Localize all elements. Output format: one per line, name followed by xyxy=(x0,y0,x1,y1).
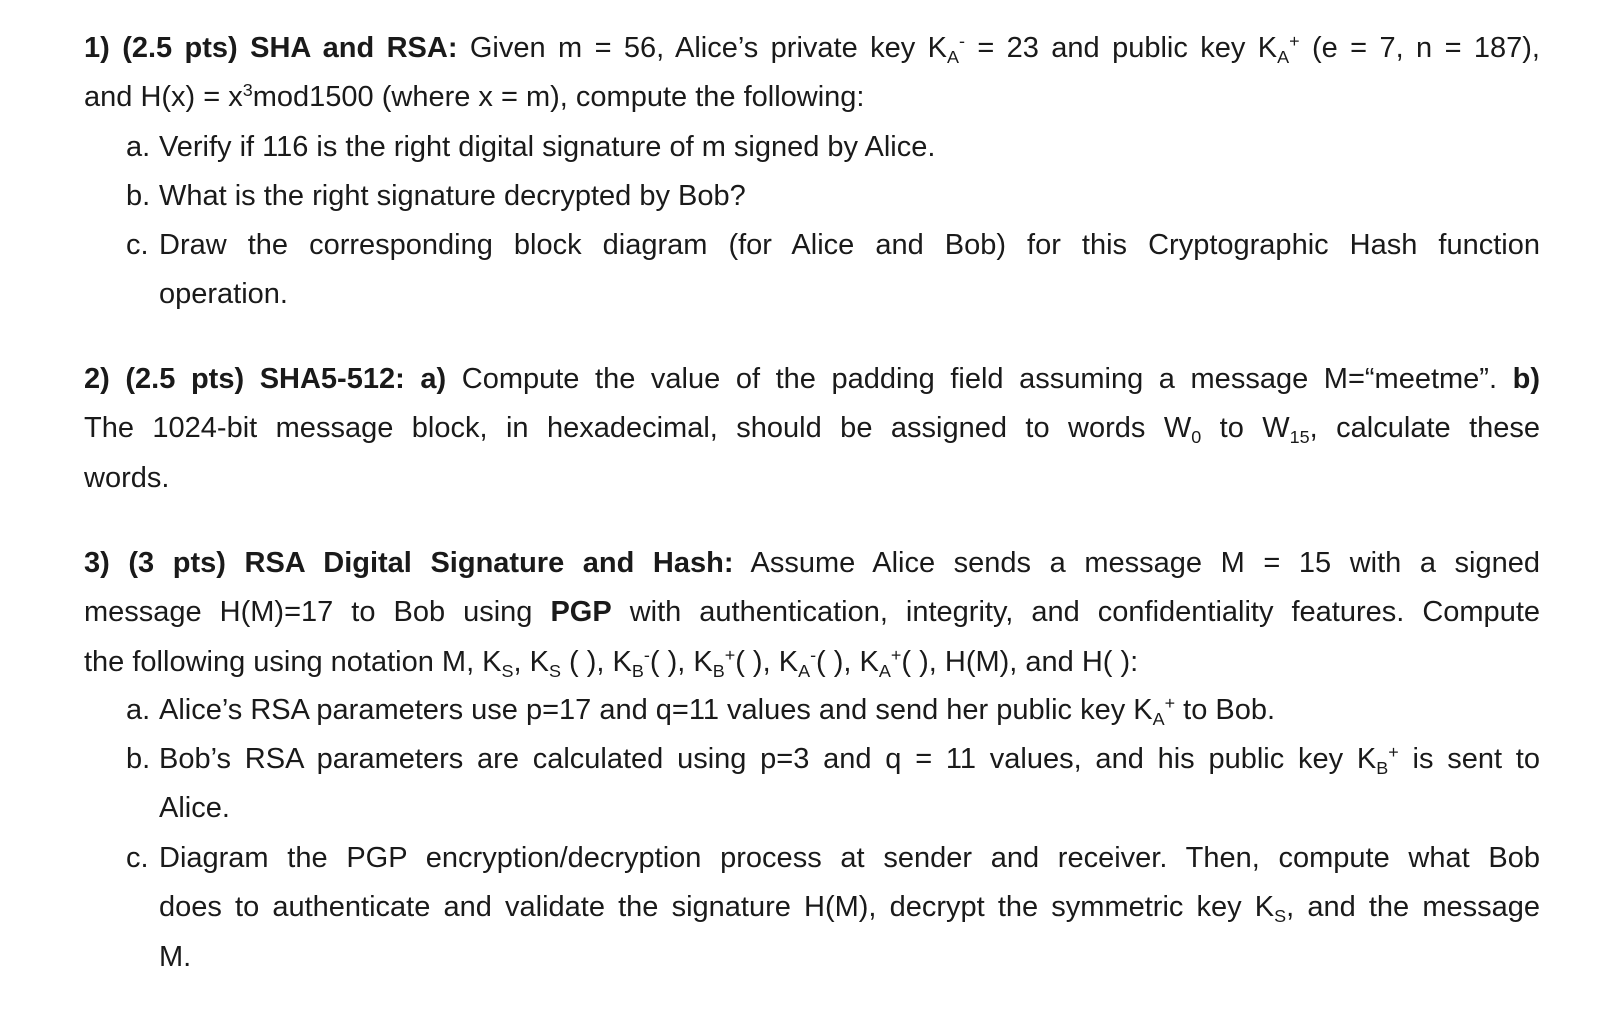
question-3-line-2 xyxy=(84,588,1540,637)
question-1c-line-2 xyxy=(126,270,1540,319)
q1-text: (e = 7, n = 187), xyxy=(1299,32,1540,64)
question-1a-text: Verify if 116 is the right digital signature of m signed by Alice. xyxy=(159,131,936,163)
subscript: B xyxy=(1376,757,1389,778)
q3-text: ( ), H(M), and H( ): xyxy=(901,645,1139,678)
question-1c-text: Draw the corresponding block diagram (for Alice and Bob) for this Cryptographic Hash function xyxy=(159,229,1540,261)
q3-text: the following using notation M, K xyxy=(84,645,502,678)
list-marker: a. xyxy=(126,694,151,726)
q1-text: Given m = 56, Alice’s private key K xyxy=(457,32,947,64)
question-3c-text: does to authenticate and validate the signature H(M), decrypt the symmetric key K xyxy=(159,891,1275,924)
list-marker: c. xyxy=(126,842,149,874)
q3-text: ( ), K xyxy=(561,645,632,678)
question-1-points: (2.5 pts) xyxy=(122,32,238,64)
question-1c-line-1 xyxy=(126,221,1540,270)
q3-text: Assume Alice sends a message M = 15 with a signed xyxy=(733,547,1541,579)
question-3c-text: Diagram the PGP encryption/decryption process at sender and receiver. Then, compute what Bob xyxy=(159,842,1540,874)
part-label: a) xyxy=(420,363,447,395)
question-2-stem xyxy=(84,355,1540,503)
list-marker: b. xyxy=(126,743,151,775)
q2-text: Compute the value of the padding field assuming a message M=“meetme”. xyxy=(446,363,1498,395)
question-1-line-1 xyxy=(84,24,1540,73)
question-3-line-1 xyxy=(84,539,1540,588)
superscript: + xyxy=(1388,742,1399,763)
subscript: A xyxy=(798,660,811,681)
question-3-points: (3 pts) xyxy=(128,547,226,579)
question-3b-line-1 xyxy=(126,735,1540,784)
q2-text: , calculate these xyxy=(1309,412,1541,445)
superscript: 3 xyxy=(242,80,253,101)
question-3c-line-2 xyxy=(126,883,1540,932)
question-3c-line-3 xyxy=(126,933,1540,982)
subscript: A xyxy=(878,660,891,681)
question-3-line-3 xyxy=(84,638,1540,687)
question-3b-text: Bob’s RSA parameters are calculated using p=3 and q = 11 values, and his public key K xyxy=(159,743,1377,775)
question-3-number: 3) xyxy=(84,547,110,579)
superscript: - xyxy=(958,31,965,52)
question-3c xyxy=(126,834,1540,982)
question-3c-text: , and the message xyxy=(1286,891,1540,924)
q1-text: mod1500 (where x = m), compute the following: xyxy=(252,81,865,114)
subscript: S xyxy=(1274,906,1287,927)
superscript: - xyxy=(643,644,650,665)
question-1c-text: operation. xyxy=(159,278,288,311)
question-1a xyxy=(126,123,1540,172)
question-2-title: SHA5-512: xyxy=(259,363,405,395)
superscript: - xyxy=(810,644,817,665)
question-1c xyxy=(126,221,1540,320)
q3-text: ( ), K xyxy=(816,645,879,678)
q3-text: with authentication, integrity, and confidentiality features. Compute xyxy=(611,596,1541,629)
q1-text: = 23 and public key K xyxy=(964,32,1278,64)
question-3b-text: Alice. xyxy=(159,792,230,825)
q3-text: message H(M)=17 to Bob using xyxy=(84,596,551,629)
part-label: b) xyxy=(1512,363,1540,395)
subscript: S xyxy=(501,660,514,681)
question-3a-text: to Bob. xyxy=(1175,694,1276,726)
question-1-title: SHA and RSA: xyxy=(250,32,458,64)
subscript: A xyxy=(946,46,959,67)
question-1b-text: What is the right signature decrypted by Bob? xyxy=(159,180,746,212)
question-3-stem xyxy=(84,539,1540,687)
list-marker: c. xyxy=(126,229,149,261)
list-marker: b. xyxy=(126,180,151,212)
subscript: S xyxy=(549,660,561,681)
question-3a xyxy=(126,686,1540,735)
question-3a-text: Alice’s RSA parameters use p=17 and q=11 values and send her public key K xyxy=(159,694,1153,726)
subscript: 15 xyxy=(1289,427,1310,448)
question-1-stem xyxy=(84,24,1540,123)
question-3b-line-2 xyxy=(126,784,1540,833)
question-2-line-2 xyxy=(84,404,1540,453)
superscript: + xyxy=(890,644,902,665)
question-1-number: 1) xyxy=(84,32,110,64)
list-marker: a. xyxy=(126,131,151,163)
q1-text: and H(x) = x xyxy=(84,81,243,114)
q3-text: , K xyxy=(513,645,549,678)
question-3b xyxy=(126,735,1540,834)
q2-text: The 1024-bit message block, in hexadecimal, should be assigned to words W xyxy=(84,412,1192,445)
q2-text: words. xyxy=(84,461,170,494)
question-2-line-1 xyxy=(84,355,1540,404)
q2-text: to W xyxy=(1201,412,1290,445)
subscript: A xyxy=(1152,708,1165,729)
question-2-number: 2) xyxy=(84,363,110,395)
question-3c-text: M. xyxy=(159,940,192,973)
superscript: + xyxy=(1289,31,1300,52)
superscript: + xyxy=(1164,693,1176,714)
question-3b-text: is sent to xyxy=(1398,743,1540,775)
subscript: 0 xyxy=(1191,427,1202,448)
question-2-line-3 xyxy=(84,454,1540,503)
pgp-term: PGP xyxy=(550,596,612,629)
superscript: + xyxy=(724,644,736,665)
subscript: A xyxy=(1277,46,1290,67)
question-3c-line-1 xyxy=(126,834,1540,883)
subscript: B xyxy=(631,660,644,681)
question-1-line-2 xyxy=(84,73,1540,122)
q3-text: ( ), K xyxy=(649,645,713,678)
question-1b xyxy=(126,172,1540,221)
question-2-points: (2.5 pts) xyxy=(125,363,245,395)
question-3-title: RSA Digital Signature and Hash: xyxy=(244,547,734,579)
subscript: B xyxy=(712,660,725,681)
q3-text: ( ), K xyxy=(735,645,799,678)
